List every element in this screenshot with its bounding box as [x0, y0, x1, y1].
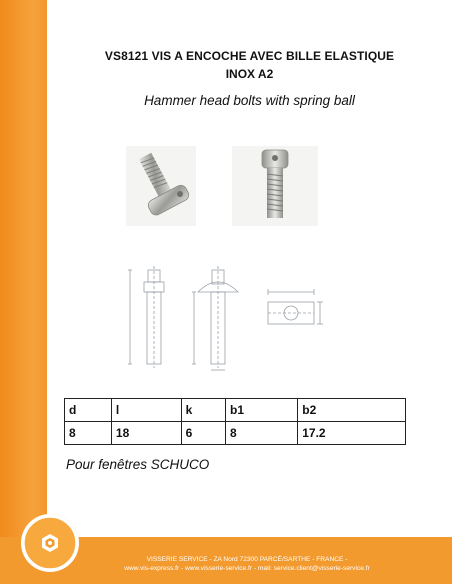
product-photo-angled	[126, 146, 196, 226]
table-cell: 6	[181, 422, 225, 445]
bolt-photo-2-image	[232, 146, 318, 226]
bolt-photo-1-image	[126, 146, 196, 226]
product-material: INOX A2	[225, 67, 274, 81]
table-header-cell: b2	[298, 399, 406, 422]
table-cell: 18	[111, 422, 181, 445]
left-accent-bar	[0, 0, 47, 584]
table-header-cell: d	[65, 399, 112, 422]
footer-address: VISSERIE SERVICE - ZA Nord 72300 PARCÉ/SARTHE - FRANCE -	[146, 556, 348, 563]
table-header-cell: l	[111, 399, 181, 422]
product-title: VS8121 VIS A ENCOCHE AVEC BILLE ELASTIQUE	[104, 49, 395, 63]
table-row	[65, 422, 406, 445]
footer-contact: www.vis-express.fr - www.visserie-service.fr - mail: service.client@visserie-service.fr	[124, 565, 370, 572]
spec-table	[64, 398, 406, 445]
company-logo	[21, 514, 79, 572]
table-header-cell: k	[181, 399, 225, 422]
table-cell: 8	[226, 422, 298, 445]
screw-head-logo-icon	[21, 514, 79, 572]
technical-drawing	[120, 262, 330, 374]
table-cell: 8	[65, 422, 112, 445]
usage-note: Pour fenêtres SCHUCO	[66, 457, 210, 472]
product-photo-upright	[232, 146, 318, 226]
table-header-cell: b1	[226, 399, 298, 422]
table-header-row	[65, 399, 406, 422]
product-subtitle: Hammer head bolts with spring ball	[144, 93, 355, 108]
table-cell: 17.2	[298, 422, 406, 445]
